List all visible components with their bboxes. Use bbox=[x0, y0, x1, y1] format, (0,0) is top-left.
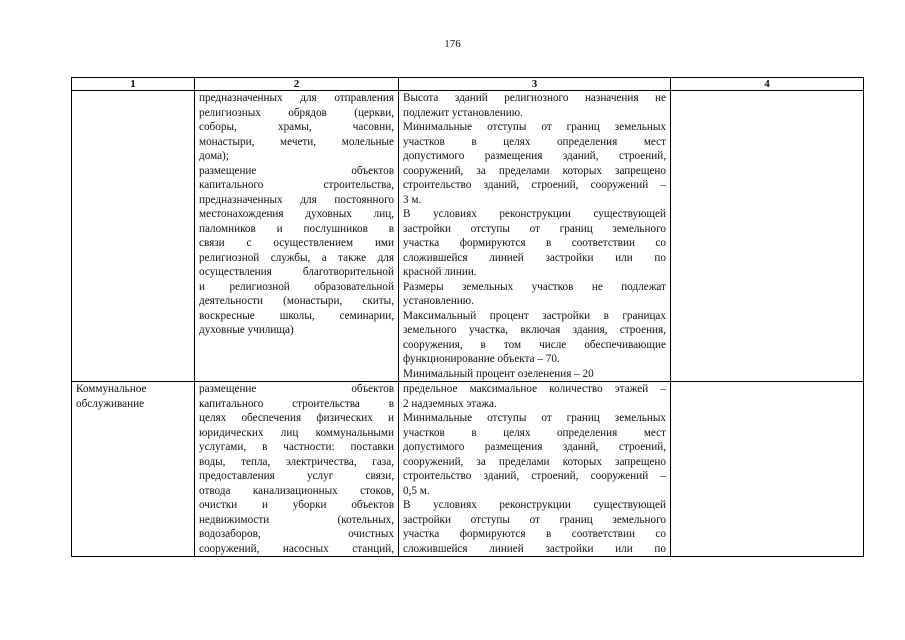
cell-text-line: недвижимости (котельных, bbox=[199, 513, 394, 526]
cell-text-line: 2 надземных этажа. bbox=[403, 397, 497, 410]
cell-text-line: сооружения, в том числе обеспечивающие bbox=[403, 338, 666, 351]
cell-text-line: Высота зданий религиозного назначения не bbox=[403, 92, 666, 104]
cell-text-line: 0,5 м. bbox=[403, 484, 430, 497]
page-number: 176 bbox=[444, 38, 461, 50]
cell-text-line: 3 м. bbox=[403, 193, 422, 206]
cell-text-line: застройки отступы от границ земельного bbox=[403, 222, 666, 235]
cell-text-line: капитального строительства, bbox=[199, 179, 394, 191]
cell-text-line: участка формируются в соответствии со bbox=[403, 237, 666, 249]
cell-text-line: услугами, в частности: поставки bbox=[199, 441, 394, 453]
cell-text-line: осуществления благотворительной bbox=[199, 266, 394, 278]
table-cell-col2 bbox=[195, 91, 399, 382]
table-cell-col1 bbox=[72, 382, 195, 557]
cell-text-line: Размеры земельных участков не подлежат bbox=[403, 280, 666, 293]
cell-text-line: Максимальный процент застройки в границах bbox=[403, 309, 666, 322]
cell-text-line: местонахождения духовных лиц, bbox=[199, 208, 394, 220]
cell-text-line: религиозной службы, а также для bbox=[199, 251, 394, 264]
cell-text-line: Минимальные отступы от границ земельных bbox=[403, 412, 666, 424]
cell-text-line: водозаборов, очистных bbox=[199, 528, 394, 540]
column-header-2: 2 bbox=[195, 78, 399, 91]
cell-text-line: размещение объектов bbox=[199, 383, 394, 395]
cell-text-line: сооружений, за пределами которых запрещено bbox=[403, 164, 666, 177]
regulations-table bbox=[71, 77, 864, 557]
cell-text-line: В условиях реконструкции существующей bbox=[403, 208, 666, 220]
cell-text-line: деятельности (монастыри, скиты, bbox=[199, 295, 394, 307]
cell-text-line: сложившейся линией застройки или по bbox=[403, 542, 666, 555]
cell-text-line: подлежит установлению. bbox=[403, 106, 523, 119]
table-cell-col4 bbox=[671, 382, 864, 557]
cell-text-line: связи с осуществлением ими bbox=[199, 237, 394, 249]
cell-text-line: паломников и послушников в bbox=[199, 222, 394, 235]
cell-text-line: строительство зданий, строений, сооружений – bbox=[403, 470, 666, 482]
cell-text-line: застройки отступы от границ земельного bbox=[403, 513, 666, 526]
cell-text-line: В условиях реконструкции существующей bbox=[403, 499, 666, 511]
cell-text-line: красной линии. bbox=[403, 266, 477, 278]
cell-text-line: капитального строительства в bbox=[199, 397, 394, 410]
cell-text-line: сооружений, насосных станций, bbox=[199, 542, 394, 555]
cell-text-line: сооружений, за пределами которых запрещено bbox=[403, 455, 666, 468]
cell-text-line: предельное максимальное количество этажей – bbox=[403, 383, 666, 395]
cell-text-line: допустимого размещения зданий, строений, bbox=[403, 441, 666, 453]
cell-text-line: Коммунальное bbox=[76, 383, 147, 395]
cell-text-line: религиозных обрядов (церкви, bbox=[199, 106, 394, 119]
table-row bbox=[72, 382, 864, 557]
cell-text-line: монастыри, мечети, молельные bbox=[199, 135, 394, 148]
cell-text-line: участков в целях определения мест bbox=[403, 135, 666, 148]
table-row bbox=[72, 91, 864, 382]
cell-text-line: соборы, храмы, часовни, bbox=[199, 121, 394, 133]
cell-text-line: установлению. bbox=[403, 295, 474, 307]
cell-text-line: строительство зданий, строений, сооружений – bbox=[403, 179, 666, 191]
table-cell-col3 bbox=[399, 91, 671, 382]
cell-text-line: Минимальные отступы от границ земельных bbox=[403, 121, 666, 133]
cell-text-line: функционирование объекта – 70. bbox=[403, 353, 560, 365]
cell-text-line: участка формируются в соответствии со bbox=[403, 528, 666, 540]
cell-text-line: очистки и уборки объектов bbox=[199, 499, 394, 511]
cell-text-line: духовные училища) bbox=[199, 324, 294, 336]
cell-text-line: Минимальный процент озеленения – 20 bbox=[403, 367, 594, 380]
cell-text-line: земельного участка, включая здания, строения, bbox=[403, 324, 666, 336]
column-header-1: 1 bbox=[72, 78, 195, 91]
cell-text-line: предназначенных для отправления bbox=[199, 92, 394, 104]
cell-text-line: и религиозной образовательной bbox=[199, 280, 394, 293]
table-cell-col2 bbox=[195, 382, 399, 557]
cell-text-line: сложившейся линией застройки или по bbox=[403, 251, 666, 264]
cell-text-line: размещение объектов bbox=[199, 164, 394, 177]
table-cell-col4 bbox=[671, 91, 864, 382]
cell-text-line: предоставления услуг связи, bbox=[199, 470, 394, 482]
table-header-row bbox=[72, 78, 864, 91]
cell-text-line: участков в целях определения мест bbox=[403, 426, 666, 439]
table-cell-col3 bbox=[399, 382, 671, 557]
column-header-3: 3 bbox=[399, 78, 671, 91]
cell-text-line: целях обеспечения физических и bbox=[199, 412, 394, 424]
column-header-4: 4 bbox=[671, 78, 864, 91]
cell-text-line: воскресные школы, семинарии, bbox=[199, 309, 394, 322]
cell-text-line: воды, тепла, электричества, газа, bbox=[199, 455, 394, 468]
cell-text-line: дома); bbox=[199, 150, 229, 162]
table-cell-col1 bbox=[72, 91, 195, 382]
cell-text-line: допустимого размещения зданий, строений, bbox=[403, 150, 666, 162]
cell-text-line: юридических лиц коммунальными bbox=[199, 426, 394, 439]
cell-text-line: предназначенных для постоянного bbox=[199, 193, 394, 206]
cell-text-line: обслуживание bbox=[76, 397, 145, 410]
cell-text-line: отвода канализационных стоков, bbox=[199, 484, 394, 497]
